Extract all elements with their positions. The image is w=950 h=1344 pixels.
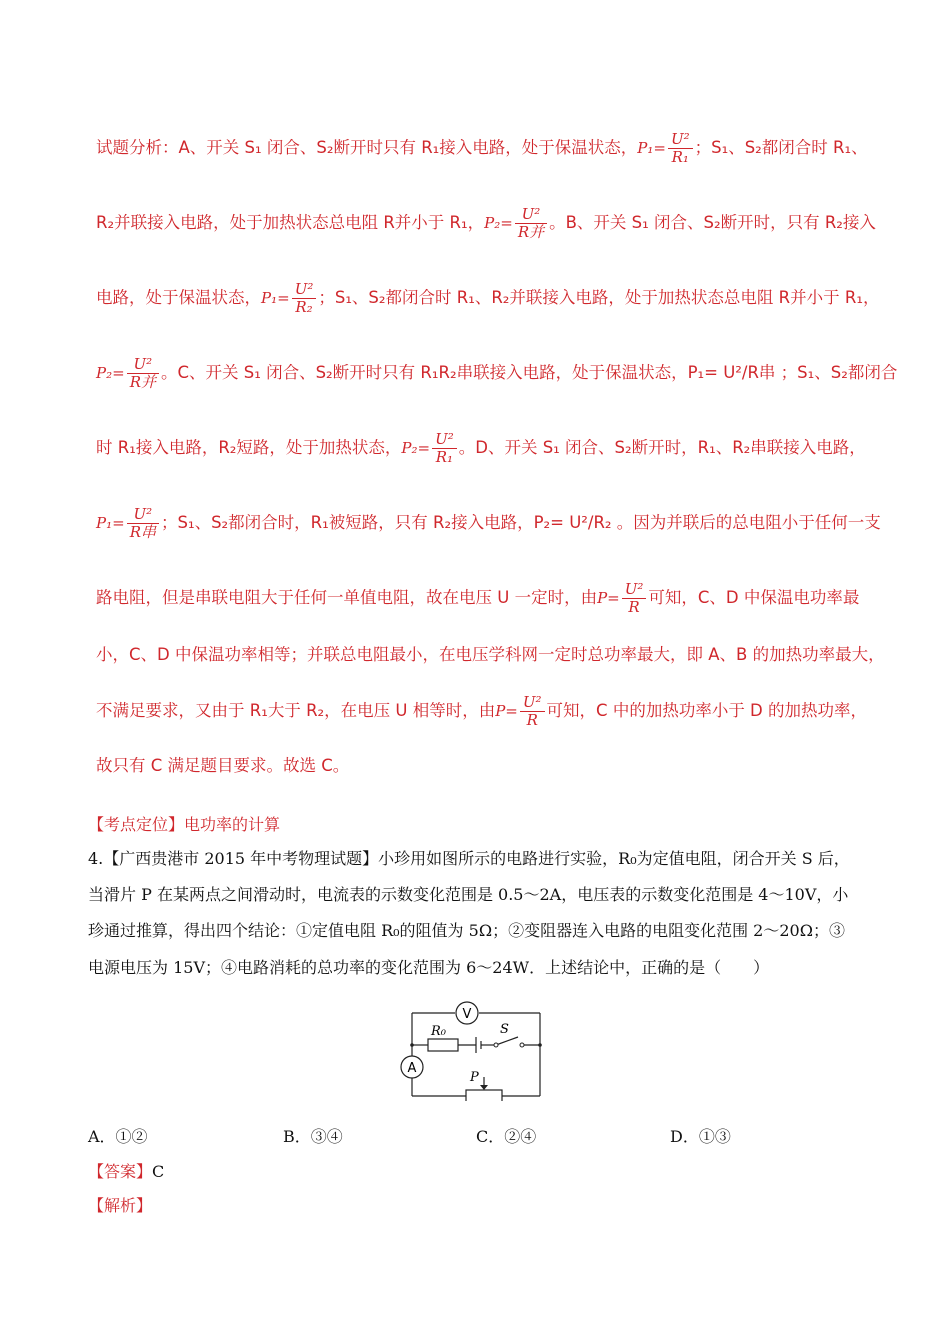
option-a: A．①② — [88, 1127, 148, 1146]
option-b: B．③④ — [283, 1127, 343, 1146]
question-line-4: 电源电压为 15V；④电路消耗的总功率的变化范围为 6～24W．上述结论中，正确的是（ ） — [88, 958, 770, 977]
formula: $\frac{\text{U²}}{\text{R₁}}$ — [668, 131, 693, 166]
analysis-line-10: 故只有 C 满足题目要求。故选 C。 — [96, 756, 350, 775]
circuit-diagram — [400, 993, 550, 1101]
answer-line: 【答案】C — [88, 1162, 165, 1181]
slider-label: P — [470, 1070, 479, 1085]
question-line-3: 珍通过推算，得出四个结论：①定值电阻 R₀的阻值为 5Ω；②变阻器连入电路的电阻变化范围 2～20Ω；③ — [88, 921, 845, 940]
analysis-line-8: 小，C、D 中保温功率相等；并联总电阻最小，在电压学科网一定时总功率最大，即 A、B 的加热功率最大， — [96, 645, 885, 664]
switch-label: S — [500, 1022, 509, 1037]
analysis-line-5: 时 R₁接入电路，R₂短路，处于加热状态，P₂= $\frac{\text{U²}}{\text{R₁}}$ 。D、开关 S₁ 闭合、S₂断开时，R₁、R₂串联接入电路， — [96, 430, 866, 466]
analysis-line-4: P₂= $\frac{\text{U²}}{\text{R并}}$ 。C、开关 S₁ 闭合、S₂断开时只有 R₁R₂串联接入电路，处于保温状态，P₁= U²/R串 ；S₁、S₂都闭合 — [96, 355, 898, 391]
resistor-label: R₀ — [431, 1024, 446, 1039]
option-d: D．①③ — [670, 1127, 731, 1146]
analysis-line-3: 电路，处于保温状态，P₁= $\frac{\text{U²}}{\text{R₂}}$ ；S₁、S₂都闭合时 R₁、R₂并联接入电路，处于加热状态总电阻 R并小于 R₁， — [96, 280, 880, 316]
formula: $\frac{\text{U²}}{\text{R并}}$ — [127, 356, 159, 391]
formula: $\frac{\text{U²}}{\text{R并}}$ — [515, 206, 547, 241]
formula: $\frac{\text{U²}}{\text{R₂}}$ — [292, 281, 317, 316]
question-line-2: 当滑片 P 在某两点之间滑动时，电流表的示数变化范围是 0.5～2A，电压表的示数变化范围是 4～10V，小 — [88, 885, 849, 904]
jiexi-line: 【解析】 — [88, 1196, 153, 1215]
option-c: C．②④ — [476, 1127, 537, 1146]
analysis-line-7: 路电阻，但是串联电阻大于任何一单值电阻，故在电压 U 一定时，由P= $\frac{\text{U²}}{R}$ 可知，C、D 中保温电功率最 — [96, 580, 860, 616]
analysis-line-1: 试题分析：A、开关 S₁ 闭合、S₂断开时只有 R₁接入电路，处于保温状态，P₁= $\frac{\text{U²}}{\text{R₁}}$ ；S₁、S₂都闭合时 R₁、 — [96, 130, 868, 166]
formula: $\frac{\text{U²}}{\text{R串}}$ — [127, 506, 159, 541]
kaodian-line: 【考点定位】电功率的计算 — [88, 815, 281, 834]
formula: $\frac{\text{U²}}{\text{R₁}}$ — [432, 431, 457, 466]
question-line-1: 4.【广西贵港市 2015 年中考物理试题】小珍用如图所示的电路进行实验，R₀为定值电阻，闭合开关 S 后， — [88, 849, 850, 868]
ammeter-label: A — [407, 1061, 417, 1076]
formula: $\frac{\text{U²}}{R}$ — [520, 694, 545, 729]
analysis-line-2: R₂并联接入电路，处于加热状态总电阻 R并小于 R₁，P₂= $\frac{\text{U²}}{\text{R并}}$ 。B、开关 S₁ 闭合、S₂断开时，只有 R₂接入 — [96, 205, 876, 241]
voltmeter-label: V — [462, 1007, 472, 1022]
analysis-line-9: 不满足要求，又由于 R₁大于 R₂，在电压 U 相等时，由P= $\frac{\text{U²}}{R}$ 可知，C 中的加热功率小于 D 的加热功率， — [96, 693, 868, 729]
formula: $\frac{\text{U²}}{R}$ — [622, 581, 647, 616]
analysis-line-6: P₁= $\frac{\text{U²}}{\text{R串}}$ ；S₁、S₂都闭合时，R₁被短路，只有 R₂接入电路，P₂= U²/R₂ 。因为并联后的总电阻小于任何一支 — [96, 505, 881, 541]
